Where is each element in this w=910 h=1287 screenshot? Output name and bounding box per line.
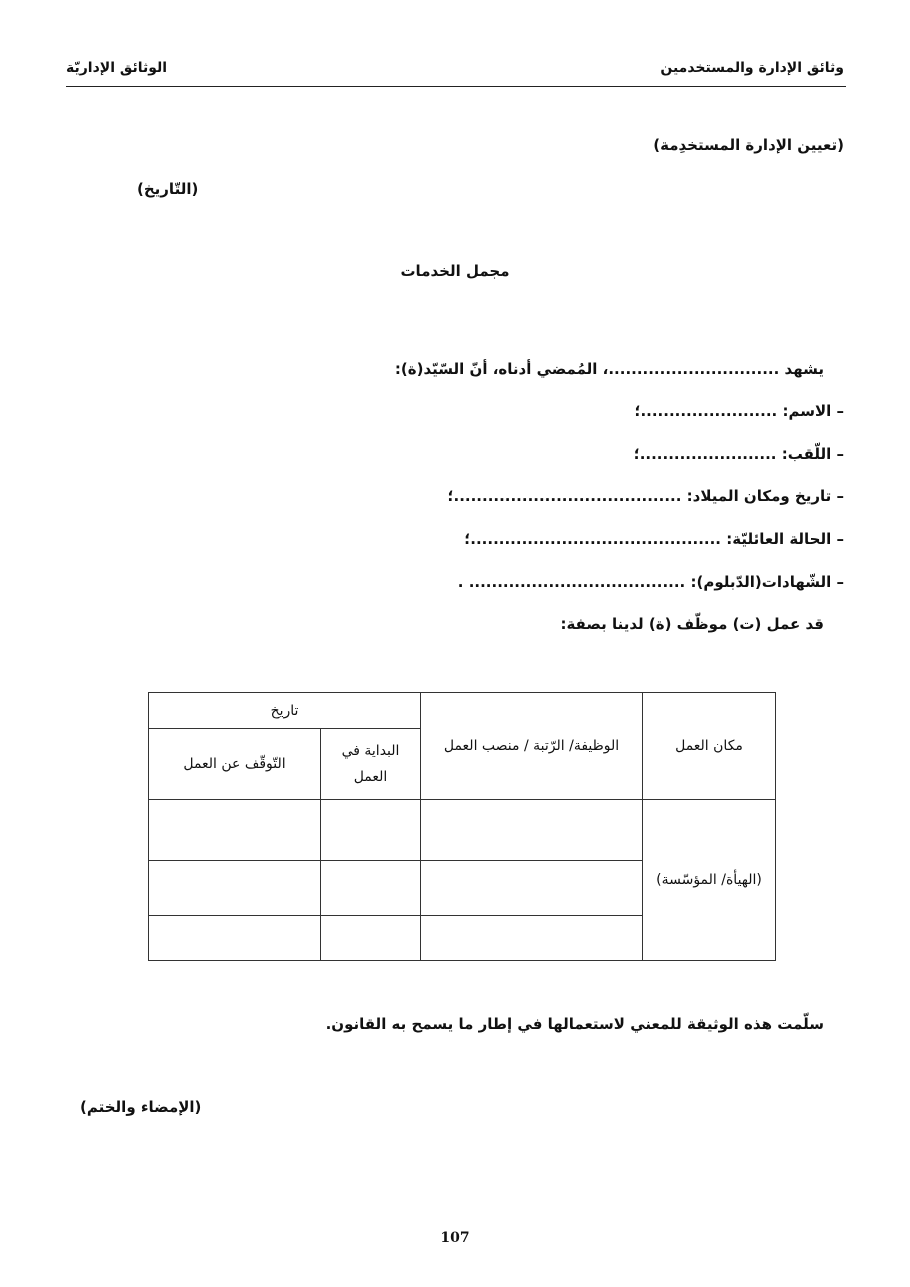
- place-value: (الهيأة/ المؤسّسة): [643, 800, 776, 961]
- field-family-dots: ............................................؛: [464, 530, 722, 548]
- field-diploma-label: – الشّهادات(الدّبلوم):: [690, 573, 844, 591]
- field-name: [634, 402, 844, 420]
- field-birth: [448, 487, 845, 505]
- header-date: تاريخ: [149, 693, 421, 729]
- table-cell: [421, 800, 643, 861]
- field-name-dots: ........................؛: [634, 402, 778, 420]
- certify-dots: ..............................: [608, 360, 780, 378]
- table-cell: [149, 861, 321, 916]
- issuing-administration: (تعيين الإدارة المستخدِمة): [653, 136, 844, 154]
- delivery-statement: سلّمت هذه الوثيقة للمعني لاستعمالها في إطار ما يسمح به القانون.: [325, 1015, 824, 1033]
- worked-as-line: قد عمل (ت) موظّف (ة) لدينا بصفة:: [560, 615, 824, 633]
- field-surname: [634, 445, 844, 463]
- field-birth-dots: ........................................؛: [447, 487, 682, 505]
- certify-word: يشهد: [784, 360, 824, 378]
- header-right-title: وثائق الإدارة والمستخدمين: [660, 60, 844, 76]
- page-number: 107: [440, 1230, 470, 1246]
- table-cell: [421, 861, 643, 916]
- field-name-label: – الاسم:: [782, 402, 844, 420]
- table-cell: [149, 800, 321, 861]
- certification-line: [395, 360, 824, 378]
- table-cell: [321, 861, 421, 916]
- signature-and-stamp: (الإمضاء والختم): [80, 1098, 202, 1116]
- field-surname-dots: ........................؛: [633, 445, 777, 463]
- header-end: التّوقّف عن العمل: [149, 729, 321, 800]
- field-family-label: – الحالة العائليّة:: [726, 530, 844, 548]
- table-cell: [321, 800, 421, 861]
- header-place: مكان العمل: [643, 693, 776, 800]
- field-surname-label: – اللّقب:: [781, 445, 844, 463]
- field-diploma: [458, 573, 844, 591]
- certify-rest: ، المُمضي أدناه، أنّ السّيّد(ة):: [394, 360, 609, 378]
- field-diploma-dots: ...................................... .: [457, 573, 686, 591]
- field-birth-label: – تاريخ ومكان الميلاد:: [686, 487, 844, 505]
- table-cell: [149, 916, 321, 961]
- header-left-title: الوثائق الإداريّة: [66, 60, 168, 76]
- services-table: [148, 692, 776, 961]
- document-title: مجمل الخدمات: [400, 262, 510, 280]
- field-family-status: [464, 530, 844, 548]
- document-date: (التّاريخ): [137, 180, 199, 198]
- header-start: البداية في العمل: [321, 729, 421, 800]
- table-cell: [421, 916, 643, 961]
- header-divider: [66, 86, 846, 87]
- table-cell: [321, 916, 421, 961]
- header-job: الوظيفة/ الرّتبة / منصب العمل: [421, 693, 643, 800]
